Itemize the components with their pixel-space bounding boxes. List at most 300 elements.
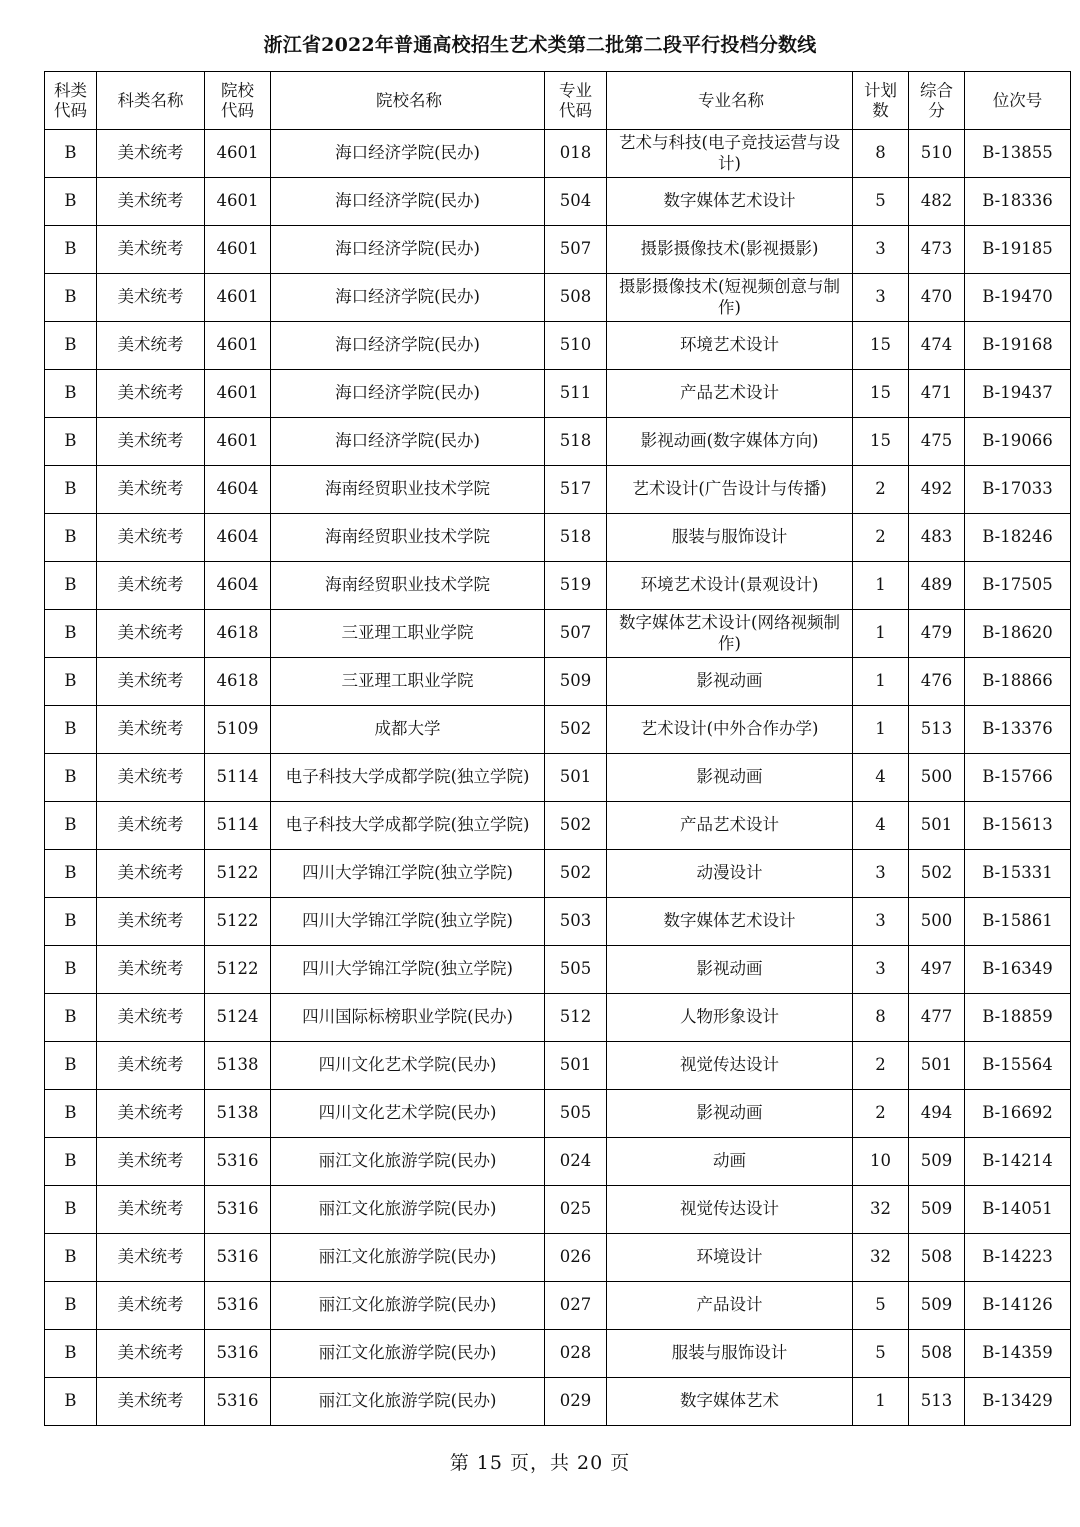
column-header-major-name-line1: 专业名称 — [698, 90, 764, 110]
cell-major-code: 502 — [545, 850, 607, 898]
cell-subject-code: B — [45, 610, 97, 658]
cell-major-code: 502 — [545, 706, 607, 754]
cell-plan-count: 32 — [853, 1234, 909, 1282]
column-header-plan-count — [853, 72, 909, 130]
cell-school-code: 4601 — [205, 418, 271, 466]
cell-school-name: 海口经济学院(民办) — [271, 370, 545, 418]
cell-plan-count: 1 — [853, 610, 909, 658]
cell-subject-name: 美术统考 — [97, 802, 205, 850]
cell-total-score: 470 — [909, 274, 965, 322]
cell-subject-name: 美术统考 — [97, 1138, 205, 1186]
cell-total-score: 475 — [909, 418, 965, 466]
page-footer: 第 15 页，共 20 页 — [449, 1452, 631, 1474]
cell-subject-name: 美术统考 — [97, 370, 205, 418]
cell-major-name: 视觉传达设计 — [607, 1042, 853, 1090]
cell-school-code: 4601 — [205, 130, 271, 178]
cell-school-code: 4604 — [205, 514, 271, 562]
column-header-plan-count-line1: 计划 — [864, 81, 897, 101]
cell-school-name: 三亚理工职业学院 — [271, 610, 545, 658]
cell-subject-code: B — [45, 370, 97, 418]
table-row — [45, 274, 1071, 322]
cell-subject-name: 美术统考 — [97, 562, 205, 610]
cell-subject-code: B — [45, 178, 97, 226]
cell-plan-count: 8 — [853, 130, 909, 178]
column-header-subject-name-line1: 科类名称 — [117, 90, 184, 110]
table-row — [45, 130, 1071, 178]
cell-rank-no: B-14126 — [965, 1282, 1071, 1330]
cell-subject-code: B — [45, 1138, 97, 1186]
cell-total-score: 489 — [909, 562, 965, 610]
cell-subject-code: B — [45, 466, 97, 514]
table-row — [45, 514, 1071, 562]
column-header-major-code-line1: 专业 — [559, 81, 592, 101]
cell-total-score: 473 — [909, 226, 965, 274]
cell-major-code: 024 — [545, 1138, 607, 1186]
table-container — [0, 71, 1080, 1426]
table-row — [45, 562, 1071, 610]
cell-major-name: 影视动画 — [607, 658, 853, 706]
cell-plan-count: 3 — [853, 850, 909, 898]
cell-rank-no: B-13376 — [965, 706, 1071, 754]
table-row — [45, 994, 1071, 1042]
cell-major-name: 数字媒体艺术设计 — [607, 898, 853, 946]
cell-school-code: 5114 — [205, 802, 271, 850]
cell-school-code: 5124 — [205, 994, 271, 1042]
cell-plan-count: 15 — [853, 370, 909, 418]
cell-major-code: 505 — [545, 946, 607, 994]
cell-school-code: 4618 — [205, 610, 271, 658]
cell-subject-name: 美术统考 — [97, 706, 205, 754]
cell-rank-no: B-17033 — [965, 466, 1071, 514]
cell-subject-code: B — [45, 226, 97, 274]
cell-plan-count: 3 — [853, 898, 909, 946]
cell-plan-count: 15 — [853, 322, 909, 370]
cell-rank-no: B-16349 — [965, 946, 1071, 994]
cell-major-name: 环境艺术设计(景观设计) — [607, 562, 853, 610]
cell-rank-no: B-19185 — [965, 226, 1071, 274]
cell-rank-no: B-14223 — [965, 1234, 1071, 1282]
cell-major-name: 产品艺术设计 — [607, 370, 853, 418]
cell-major-name: 影视动画 — [607, 946, 853, 994]
cell-subject-code: B — [45, 994, 97, 1042]
cell-total-score: 500 — [909, 898, 965, 946]
cell-major-code: 026 — [545, 1234, 607, 1282]
cell-total-score: 508 — [909, 1330, 965, 1378]
cell-major-name: 影视动画 — [607, 1090, 853, 1138]
cell-school-name: 海口经济学院(民办) — [271, 274, 545, 322]
cell-total-score: 492 — [909, 466, 965, 514]
column-header-rank-no — [965, 72, 1071, 130]
cell-major-name: 视觉传达设计 — [607, 1186, 853, 1234]
cell-subject-name: 美术统考 — [97, 946, 205, 994]
table-row — [45, 418, 1071, 466]
cell-school-name: 丽江文化旅游学院(民办) — [271, 1234, 545, 1282]
table-row — [45, 658, 1071, 706]
admission-score-table — [44, 71, 1071, 1426]
cell-major-code: 501 — [545, 1042, 607, 1090]
cell-major-name: 服装与服饰设计 — [607, 1330, 853, 1378]
cell-subject-name: 美术统考 — [97, 418, 205, 466]
cell-total-score: 509 — [909, 1282, 965, 1330]
cell-subject-name: 美术统考 — [97, 1378, 205, 1426]
cell-subject-name: 美术统考 — [97, 754, 205, 802]
cell-subject-code: B — [45, 1042, 97, 1090]
cell-rank-no: B-13855 — [965, 130, 1071, 178]
cell-subject-code: B — [45, 322, 97, 370]
column-header-major-name — [607, 72, 853, 130]
table-row — [45, 226, 1071, 274]
cell-subject-code: B — [45, 946, 97, 994]
cell-rank-no: B-17505 — [965, 562, 1071, 610]
cell-subject-name: 美术统考 — [97, 514, 205, 562]
cell-subject-code: B — [45, 1282, 97, 1330]
cell-rank-no: B-18246 — [965, 514, 1071, 562]
cell-plan-count: 1 — [853, 658, 909, 706]
cell-subject-code: B — [45, 1186, 97, 1234]
cell-major-code: 027 — [545, 1282, 607, 1330]
cell-school-name: 四川大学锦江学院(独立学院) — [271, 898, 545, 946]
table-row — [45, 1042, 1071, 1090]
cell-subject-code: B — [45, 802, 97, 850]
cell-major-code: 518 — [545, 514, 607, 562]
cell-total-score: 510 — [909, 130, 965, 178]
cell-total-score: 501 — [909, 1042, 965, 1090]
cell-total-score: 494 — [909, 1090, 965, 1138]
cell-major-code: 508 — [545, 274, 607, 322]
cell-total-score: 476 — [909, 658, 965, 706]
cell-school-name: 海南经贸职业技术学院 — [271, 514, 545, 562]
cell-subject-code: B — [45, 130, 97, 178]
cell-school-code: 5316 — [205, 1186, 271, 1234]
column-header-school-code — [205, 72, 271, 130]
table-row — [45, 178, 1071, 226]
cell-school-name: 海口经济学院(民办) — [271, 418, 545, 466]
table-row — [45, 1282, 1071, 1330]
cell-subject-name: 美术统考 — [97, 322, 205, 370]
cell-subject-code: B — [45, 418, 97, 466]
table-row — [45, 850, 1071, 898]
cell-school-code: 4604 — [205, 562, 271, 610]
table-row — [45, 1378, 1071, 1426]
column-header-total-score — [909, 72, 965, 130]
cell-school-code: 4618 — [205, 658, 271, 706]
table-row — [45, 706, 1071, 754]
cell-total-score: 471 — [909, 370, 965, 418]
cell-subject-name: 美术统考 — [97, 994, 205, 1042]
cell-major-code: 518 — [545, 418, 607, 466]
cell-total-score: 479 — [909, 610, 965, 658]
cell-school-name: 海南经贸职业技术学院 — [271, 466, 545, 514]
column-header-subject-code-line2: 代码 — [54, 100, 87, 120]
column-header-subject-code — [45, 72, 97, 130]
cell-school-name: 丽江文化旅游学院(民办) — [271, 1378, 545, 1426]
cell-school-name: 成都大学 — [271, 706, 545, 754]
cell-rank-no: B-18336 — [965, 178, 1071, 226]
column-header-school-code-line1: 院校 — [221, 81, 254, 101]
cell-major-code: 504 — [545, 178, 607, 226]
cell-major-code: 512 — [545, 994, 607, 1042]
cell-total-score: 509 — [909, 1138, 965, 1186]
cell-school-name: 海口经济学院(民办) — [271, 130, 545, 178]
cell-rank-no: B-15766 — [965, 754, 1071, 802]
cell-subject-code: B — [45, 658, 97, 706]
cell-rank-no: B-19168 — [965, 322, 1071, 370]
cell-rank-no: B-14214 — [965, 1138, 1071, 1186]
cell-total-score: 501 — [909, 802, 965, 850]
column-header-total-score-line2: 分 — [928, 100, 945, 120]
cell-total-score: 513 — [909, 1378, 965, 1426]
table-row — [45, 610, 1071, 658]
cell-rank-no: B-13429 — [965, 1378, 1071, 1426]
cell-major-name: 数字媒体艺术设计 — [607, 178, 853, 226]
cell-school-code: 5316 — [205, 1330, 271, 1378]
cell-plan-count: 3 — [853, 226, 909, 274]
cell-school-name: 四川大学锦江学院(独立学院) — [271, 946, 545, 994]
table-row — [45, 754, 1071, 802]
cell-rank-no: B-19470 — [965, 274, 1071, 322]
table-row — [45, 898, 1071, 946]
column-header-subject-code-line1: 科类 — [54, 81, 87, 101]
table-body — [45, 130, 1071, 1426]
cell-major-code: 507 — [545, 610, 607, 658]
cell-plan-count: 10 — [853, 1138, 909, 1186]
cell-school-name: 海口经济学院(民办) — [271, 178, 545, 226]
cell-subject-name: 美术统考 — [97, 226, 205, 274]
cell-school-code: 5138 — [205, 1090, 271, 1138]
cell-school-name: 丽江文化旅游学院(民办) — [271, 1282, 545, 1330]
cell-subject-name: 美术统考 — [97, 898, 205, 946]
cell-school-code: 4601 — [205, 178, 271, 226]
cell-school-code: 5122 — [205, 850, 271, 898]
table-row — [45, 322, 1071, 370]
cell-major-code: 029 — [545, 1378, 607, 1426]
cell-school-name: 四川国际标榜职业学院(民办) — [271, 994, 545, 1042]
cell-school-code: 5122 — [205, 946, 271, 994]
cell-plan-count: 2 — [853, 514, 909, 562]
cell-subject-name: 美术统考 — [97, 274, 205, 322]
cell-plan-count: 8 — [853, 994, 909, 1042]
cell-school-code: 4601 — [205, 274, 271, 322]
table-row — [45, 370, 1071, 418]
cell-major-name: 产品设计 — [607, 1282, 853, 1330]
cell-rank-no: B-15564 — [965, 1042, 1071, 1090]
cell-rank-no: B-18859 — [965, 994, 1071, 1042]
cell-subject-name: 美术统考 — [97, 610, 205, 658]
cell-major-name: 服装与服饰设计 — [607, 514, 853, 562]
cell-plan-count: 32 — [853, 1186, 909, 1234]
cell-major-code: 501 — [545, 754, 607, 802]
cell-plan-count: 3 — [853, 274, 909, 322]
cell-major-name: 摄影摄像技术(短视频创意与制作) — [607, 274, 853, 322]
cell-plan-count: 2 — [853, 466, 909, 514]
cell-school-name: 电子科技大学成都学院(独立学院) — [271, 754, 545, 802]
cell-subject-name: 美术统考 — [97, 130, 205, 178]
cell-subject-name: 美术统考 — [97, 1090, 205, 1138]
cell-major-name: 艺术设计(中外合作办学) — [607, 706, 853, 754]
cell-subject-code: B — [45, 274, 97, 322]
cell-total-score: 502 — [909, 850, 965, 898]
cell-school-name: 四川文化艺术学院(民办) — [271, 1042, 545, 1090]
cell-total-score: 474 — [909, 322, 965, 370]
column-header-school-name — [271, 72, 545, 130]
cell-major-name: 摄影摄像技术(影视摄影) — [607, 226, 853, 274]
cell-major-code: 517 — [545, 466, 607, 514]
cell-major-code: 510 — [545, 322, 607, 370]
cell-subject-code: B — [45, 1090, 97, 1138]
cell-subject-code: B — [45, 1330, 97, 1378]
cell-subject-code: B — [45, 514, 97, 562]
cell-major-code: 028 — [545, 1330, 607, 1378]
table-row — [45, 946, 1071, 994]
cell-total-score: 513 — [909, 706, 965, 754]
cell-major-code: 018 — [545, 130, 607, 178]
table-row — [45, 1234, 1071, 1282]
cell-major-name: 人物形象设计 — [607, 994, 853, 1042]
cell-subject-name: 美术统考 — [97, 178, 205, 226]
page-title: 浙江省2022年普通高校招生艺术类第二批第二段平行投档分数线 — [263, 34, 817, 56]
column-header-plan-count-line2: 数 — [872, 100, 889, 120]
table-row — [45, 466, 1071, 514]
column-header-total-score-line1: 综合 — [920, 81, 953, 101]
cell-major-name: 数字媒体艺术设计(网络视频制作) — [607, 610, 853, 658]
cell-school-code: 5316 — [205, 1138, 271, 1186]
cell-school-name: 四川大学锦江学院(独立学院) — [271, 850, 545, 898]
cell-plan-count: 4 — [853, 754, 909, 802]
table-row — [45, 1330, 1071, 1378]
cell-subject-code: B — [45, 1234, 97, 1282]
cell-school-name: 海口经济学院(民办) — [271, 322, 545, 370]
table-row — [45, 1138, 1071, 1186]
cell-rank-no: B-15613 — [965, 802, 1071, 850]
column-header-rank-no-line1: 位次号 — [992, 90, 1043, 110]
cell-rank-no: B-19066 — [965, 418, 1071, 466]
cell-total-score: 482 — [909, 178, 965, 226]
cell-school-code: 5316 — [205, 1378, 271, 1426]
cell-rank-no: B-14359 — [965, 1330, 1071, 1378]
cell-major-name: 艺术设计(广告设计与传播) — [607, 466, 853, 514]
column-header-subject-name — [97, 72, 205, 130]
cell-plan-count: 2 — [853, 1042, 909, 1090]
cell-major-name: 环境艺术设计 — [607, 322, 853, 370]
cell-subject-code: B — [45, 1378, 97, 1426]
cell-school-name: 海南经贸职业技术学院 — [271, 562, 545, 610]
cell-school-code: 5316 — [205, 1234, 271, 1282]
table-header-row — [45, 72, 1071, 130]
cell-total-score: 477 — [909, 994, 965, 1042]
column-header-major-code — [545, 72, 607, 130]
cell-major-code: 509 — [545, 658, 607, 706]
cell-plan-count: 3 — [853, 946, 909, 994]
cell-plan-count: 5 — [853, 1282, 909, 1330]
cell-major-code: 507 — [545, 226, 607, 274]
cell-plan-count: 5 — [853, 178, 909, 226]
cell-major-code: 511 — [545, 370, 607, 418]
cell-major-name: 影视动画 — [607, 754, 853, 802]
cell-subject-name: 美术统考 — [97, 658, 205, 706]
cell-subject-name: 美术统考 — [97, 466, 205, 514]
cell-school-name: 丽江文化旅游学院(民办) — [271, 1138, 545, 1186]
cell-subject-name: 美术统考 — [97, 850, 205, 898]
cell-subject-code: B — [45, 850, 97, 898]
cell-rank-no: B-16692 — [965, 1090, 1071, 1138]
cell-major-name: 环境设计 — [607, 1234, 853, 1282]
cell-subject-code: B — [45, 562, 97, 610]
cell-school-code: 5122 — [205, 898, 271, 946]
cell-rank-no: B-19437 — [965, 370, 1071, 418]
cell-plan-count: 2 — [853, 1090, 909, 1138]
cell-plan-count: 1 — [853, 706, 909, 754]
cell-school-name: 海口经济学院(民办) — [271, 226, 545, 274]
column-header-major-code-line2: 代码 — [559, 100, 592, 120]
cell-subject-code: B — [45, 754, 97, 802]
cell-plan-count: 5 — [853, 1330, 909, 1378]
cell-plan-count: 15 — [853, 418, 909, 466]
cell-school-code: 4604 — [205, 466, 271, 514]
cell-total-score: 500 — [909, 754, 965, 802]
cell-school-code: 4601 — [205, 226, 271, 274]
cell-major-name: 数字媒体艺术 — [607, 1378, 853, 1426]
cell-school-name: 电子科技大学成都学院(独立学院) — [271, 802, 545, 850]
cell-major-name: 动画 — [607, 1138, 853, 1186]
cell-school-code: 5109 — [205, 706, 271, 754]
cell-school-code: 5114 — [205, 754, 271, 802]
cell-school-code: 5316 — [205, 1282, 271, 1330]
cell-rank-no: B-18620 — [965, 610, 1071, 658]
cell-rank-no: B-15861 — [965, 898, 1071, 946]
cell-major-code: 505 — [545, 1090, 607, 1138]
cell-school-name: 丽江文化旅游学院(民办) — [271, 1330, 545, 1378]
table-header — [45, 72, 1071, 130]
cell-total-score: 497 — [909, 946, 965, 994]
cell-major-name: 影视动画(数字媒体方向) — [607, 418, 853, 466]
cell-rank-no: B-18866 — [965, 658, 1071, 706]
table-row — [45, 1186, 1071, 1234]
table-row — [45, 802, 1071, 850]
cell-major-name: 动漫设计 — [607, 850, 853, 898]
cell-major-name: 艺术与科技(电子竞技运营与设计) — [607, 130, 853, 178]
cell-school-name: 四川文化艺术学院(民办) — [271, 1090, 545, 1138]
cell-school-code: 5138 — [205, 1042, 271, 1090]
cell-subject-name: 美术统考 — [97, 1042, 205, 1090]
cell-major-name: 产品艺术设计 — [607, 802, 853, 850]
cell-major-code: 502 — [545, 802, 607, 850]
cell-subject-name: 美术统考 — [97, 1330, 205, 1378]
cell-school-name: 三亚理工职业学院 — [271, 658, 545, 706]
column-header-school-code-line2: 代码 — [221, 100, 254, 120]
cell-total-score: 508 — [909, 1234, 965, 1282]
cell-subject-name: 美术统考 — [97, 1234, 205, 1282]
cell-total-score: 483 — [909, 514, 965, 562]
cell-subject-code: B — [45, 898, 97, 946]
cell-major-code: 025 — [545, 1186, 607, 1234]
cell-school-name: 丽江文化旅游学院(民办) — [271, 1186, 545, 1234]
cell-rank-no: B-14051 — [965, 1186, 1071, 1234]
cell-subject-name: 美术统考 — [97, 1282, 205, 1330]
cell-plan-count: 1 — [853, 562, 909, 610]
cell-school-code: 4601 — [205, 370, 271, 418]
cell-major-code: 503 — [545, 898, 607, 946]
cell-school-code: 4601 — [205, 322, 271, 370]
table-row — [45, 1090, 1071, 1138]
cell-subject-code: B — [45, 706, 97, 754]
column-header-school-name-line1: 院校名称 — [376, 90, 442, 110]
cell-plan-count: 1 — [853, 1378, 909, 1426]
cell-major-code: 519 — [545, 562, 607, 610]
cell-subject-name: 美术统考 — [97, 1186, 205, 1234]
cell-rank-no: B-15331 — [965, 850, 1071, 898]
cell-total-score: 509 — [909, 1186, 965, 1234]
cell-plan-count: 4 — [853, 802, 909, 850]
